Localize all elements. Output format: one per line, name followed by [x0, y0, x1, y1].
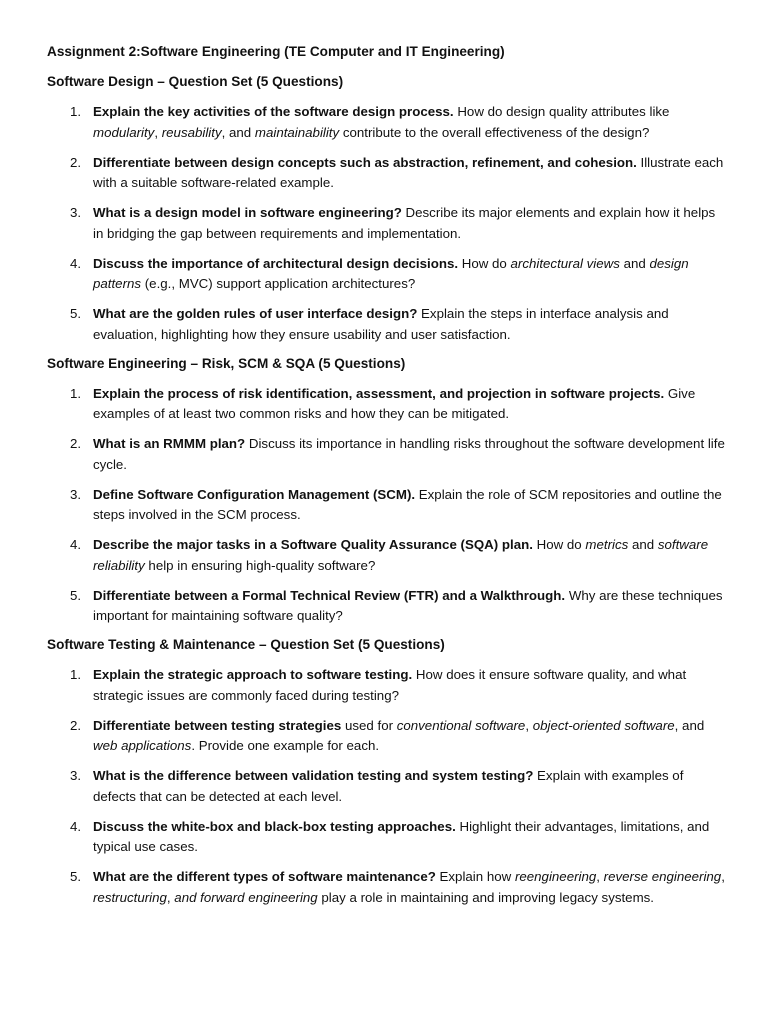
- question-text: ,: [525, 717, 533, 733]
- question-item: [47, 102, 728, 143]
- question-item: [47, 254, 728, 295]
- question-text: Why are these techniques important for maintaining software quality?: [93, 587, 723, 623]
- question-number: 2.: [70, 436, 82, 451]
- question-text: ,: [154, 124, 162, 140]
- question-item: [47, 817, 728, 858]
- question-item: [47, 867, 728, 908]
- question-text: Illustrate each with a suitable software-related example.: [93, 154, 724, 190]
- question-number: 4.: [70, 537, 82, 552]
- italic-term: conventional software: [396, 717, 526, 733]
- section-heading: Software Engineering – Risk, SCM & SQA (5 Questions): [47, 355, 406, 371]
- question-lead: What are the golden rules of user interface design?: [93, 306, 418, 321]
- question-lead: Explain the key activities of the software design process.: [93, 104, 454, 119]
- question-item: [47, 485, 728, 526]
- italic-term: metrics: [585, 537, 629, 552]
- question-item: [47, 203, 728, 244]
- question-number: 4.: [70, 255, 82, 271]
- italic-term: modularity: [93, 124, 155, 140]
- question-number: 5.: [70, 587, 82, 603]
- question-lead: Differentiate between a Formal Technical Review (FTR) and a Walkthrough.: [93, 587, 566, 603]
- italic-term: reengineering: [514, 869, 597, 884]
- question-text: ,: [596, 869, 604, 884]
- question-item: [47, 384, 728, 425]
- question-number: 3.: [70, 205, 82, 220]
- question-number: 2.: [70, 154, 82, 170]
- question-text: ,: [721, 869, 725, 884]
- italic-term: architectural views: [510, 255, 620, 271]
- question-number: 2.: [70, 717, 82, 733]
- question-number: 5.: [70, 306, 82, 321]
- question-text: Describe its major elements and explain how it helps in bridging the gap between requirements and implementation.: [93, 205, 716, 241]
- question-number: 3.: [70, 768, 82, 783]
- question-text: Highlight their advantages, limitations, and typical use cases.: [93, 818, 710, 854]
- section-heading: Software Design – Question Set (5 Questions): [47, 74, 344, 89]
- question-lead: What is an RMMM plan?: [93, 436, 246, 451]
- question-lead: What are the different types of software maintenance?: [93, 869, 436, 884]
- question-number: 5.: [70, 869, 82, 884]
- question-item: [47, 434, 728, 475]
- question-lead: Define Software Configuration Management (SCM).: [93, 486, 416, 502]
- italic-term: reverse engineering: [603, 869, 722, 884]
- question-text: (e.g., MVC) support application architectures?: [141, 276, 416, 291]
- question-lead: Discuss the white-box and black-box testing approaches.: [93, 818, 456, 834]
- section-heading: Software Testing & Maintenance – Question Set (5 Questions): [47, 637, 445, 652]
- italic-term: reusability: [161, 124, 222, 140]
- question-item: [47, 766, 728, 807]
- question-number: 3.: [70, 486, 82, 502]
- question-text: Explain how: [435, 869, 515, 884]
- question-list: [47, 665, 728, 908]
- question-lead: Differentiate between design concepts such as abstraction, refinement, and cohesion.: [93, 154, 637, 170]
- italic-term: maintainability: [254, 124, 340, 140]
- question-text: play a role in maintaining and improving legacy systems.: [317, 889, 654, 905]
- question-text: , and: [221, 124, 255, 140]
- question-lead: What is a design model in software engineering?: [93, 205, 402, 220]
- document-body: [47, 73, 728, 908]
- question-text: Give examples of at least two common risks and how they can be mitigated.: [93, 385, 696, 421]
- question-item: [47, 153, 728, 194]
- question-list: [47, 384, 728, 627]
- question-text: . Provide one example for each.: [191, 738, 380, 753]
- question-lead: Describe the major tasks in a Software Quality Assurance (SQA) plan.: [93, 537, 533, 552]
- question-item: [47, 304, 728, 345]
- question-text: contribute to the overall effectiveness of the design?: [339, 124, 650, 140]
- italic-term: web applications: [93, 738, 192, 753]
- question-text: used for: [341, 717, 397, 733]
- question-number: 1.: [70, 385, 82, 401]
- italic-term: and forward engineering: [174, 889, 318, 905]
- question-text: Explain with examples of defects that can be detected at each level.: [93, 768, 684, 804]
- question-number: 1.: [70, 104, 82, 119]
- question-lead: Explain the strategic approach to software testing.: [93, 667, 413, 682]
- question-text: Explain the steps in interface analysis and evaluation, highlighting how they ensure usability and user satisfaction.: [93, 306, 669, 342]
- italic-term: design patterns: [93, 255, 689, 291]
- question-text: How do: [458, 255, 511, 271]
- question-number: 1.: [70, 667, 82, 682]
- question-item: [47, 535, 728, 576]
- question-text: and: [628, 537, 658, 552]
- question-item: [47, 716, 728, 757]
- question-text: How do: [532, 537, 586, 552]
- document-title: Assignment 2:Software Engineering (TE Computer and IT Engineering): [47, 44, 505, 59]
- question-text: Explain the role of SCM repositories and outline the steps involved in the SCM process.: [93, 486, 722, 522]
- question-text: , and: [674, 717, 705, 733]
- question-lead: Discuss the importance of architectural design decisions.: [93, 255, 459, 271]
- italic-term: restructuring: [93, 889, 167, 905]
- question-lead: What is the difference between validation testing and system testing?: [93, 768, 534, 783]
- question-number: 4.: [70, 818, 82, 834]
- question-text: ,: [166, 889, 175, 905]
- question-item: [47, 665, 728, 706]
- question-lead: Differentiate between testing strategies: [93, 717, 342, 733]
- italic-term: object-oriented software: [532, 717, 675, 733]
- question-text: help in ensuring high-quality software?: [144, 557, 376, 573]
- italic-term: software reliability: [93, 537, 709, 573]
- question-text: How do design quality attributes like: [453, 104, 670, 119]
- question-list: [47, 102, 728, 345]
- question-text: and: [619, 255, 650, 271]
- question-item: [47, 586, 728, 627]
- question-text: Discuss its importance in handling risks throughout the software development life cycle.: [93, 436, 725, 472]
- question-lead: Explain the process of risk identification, assessment, and projection in software projects.: [93, 385, 665, 401]
- question-text: How does it ensure software quality, and what strategic issues are commonly faced during testing?: [93, 667, 687, 703]
